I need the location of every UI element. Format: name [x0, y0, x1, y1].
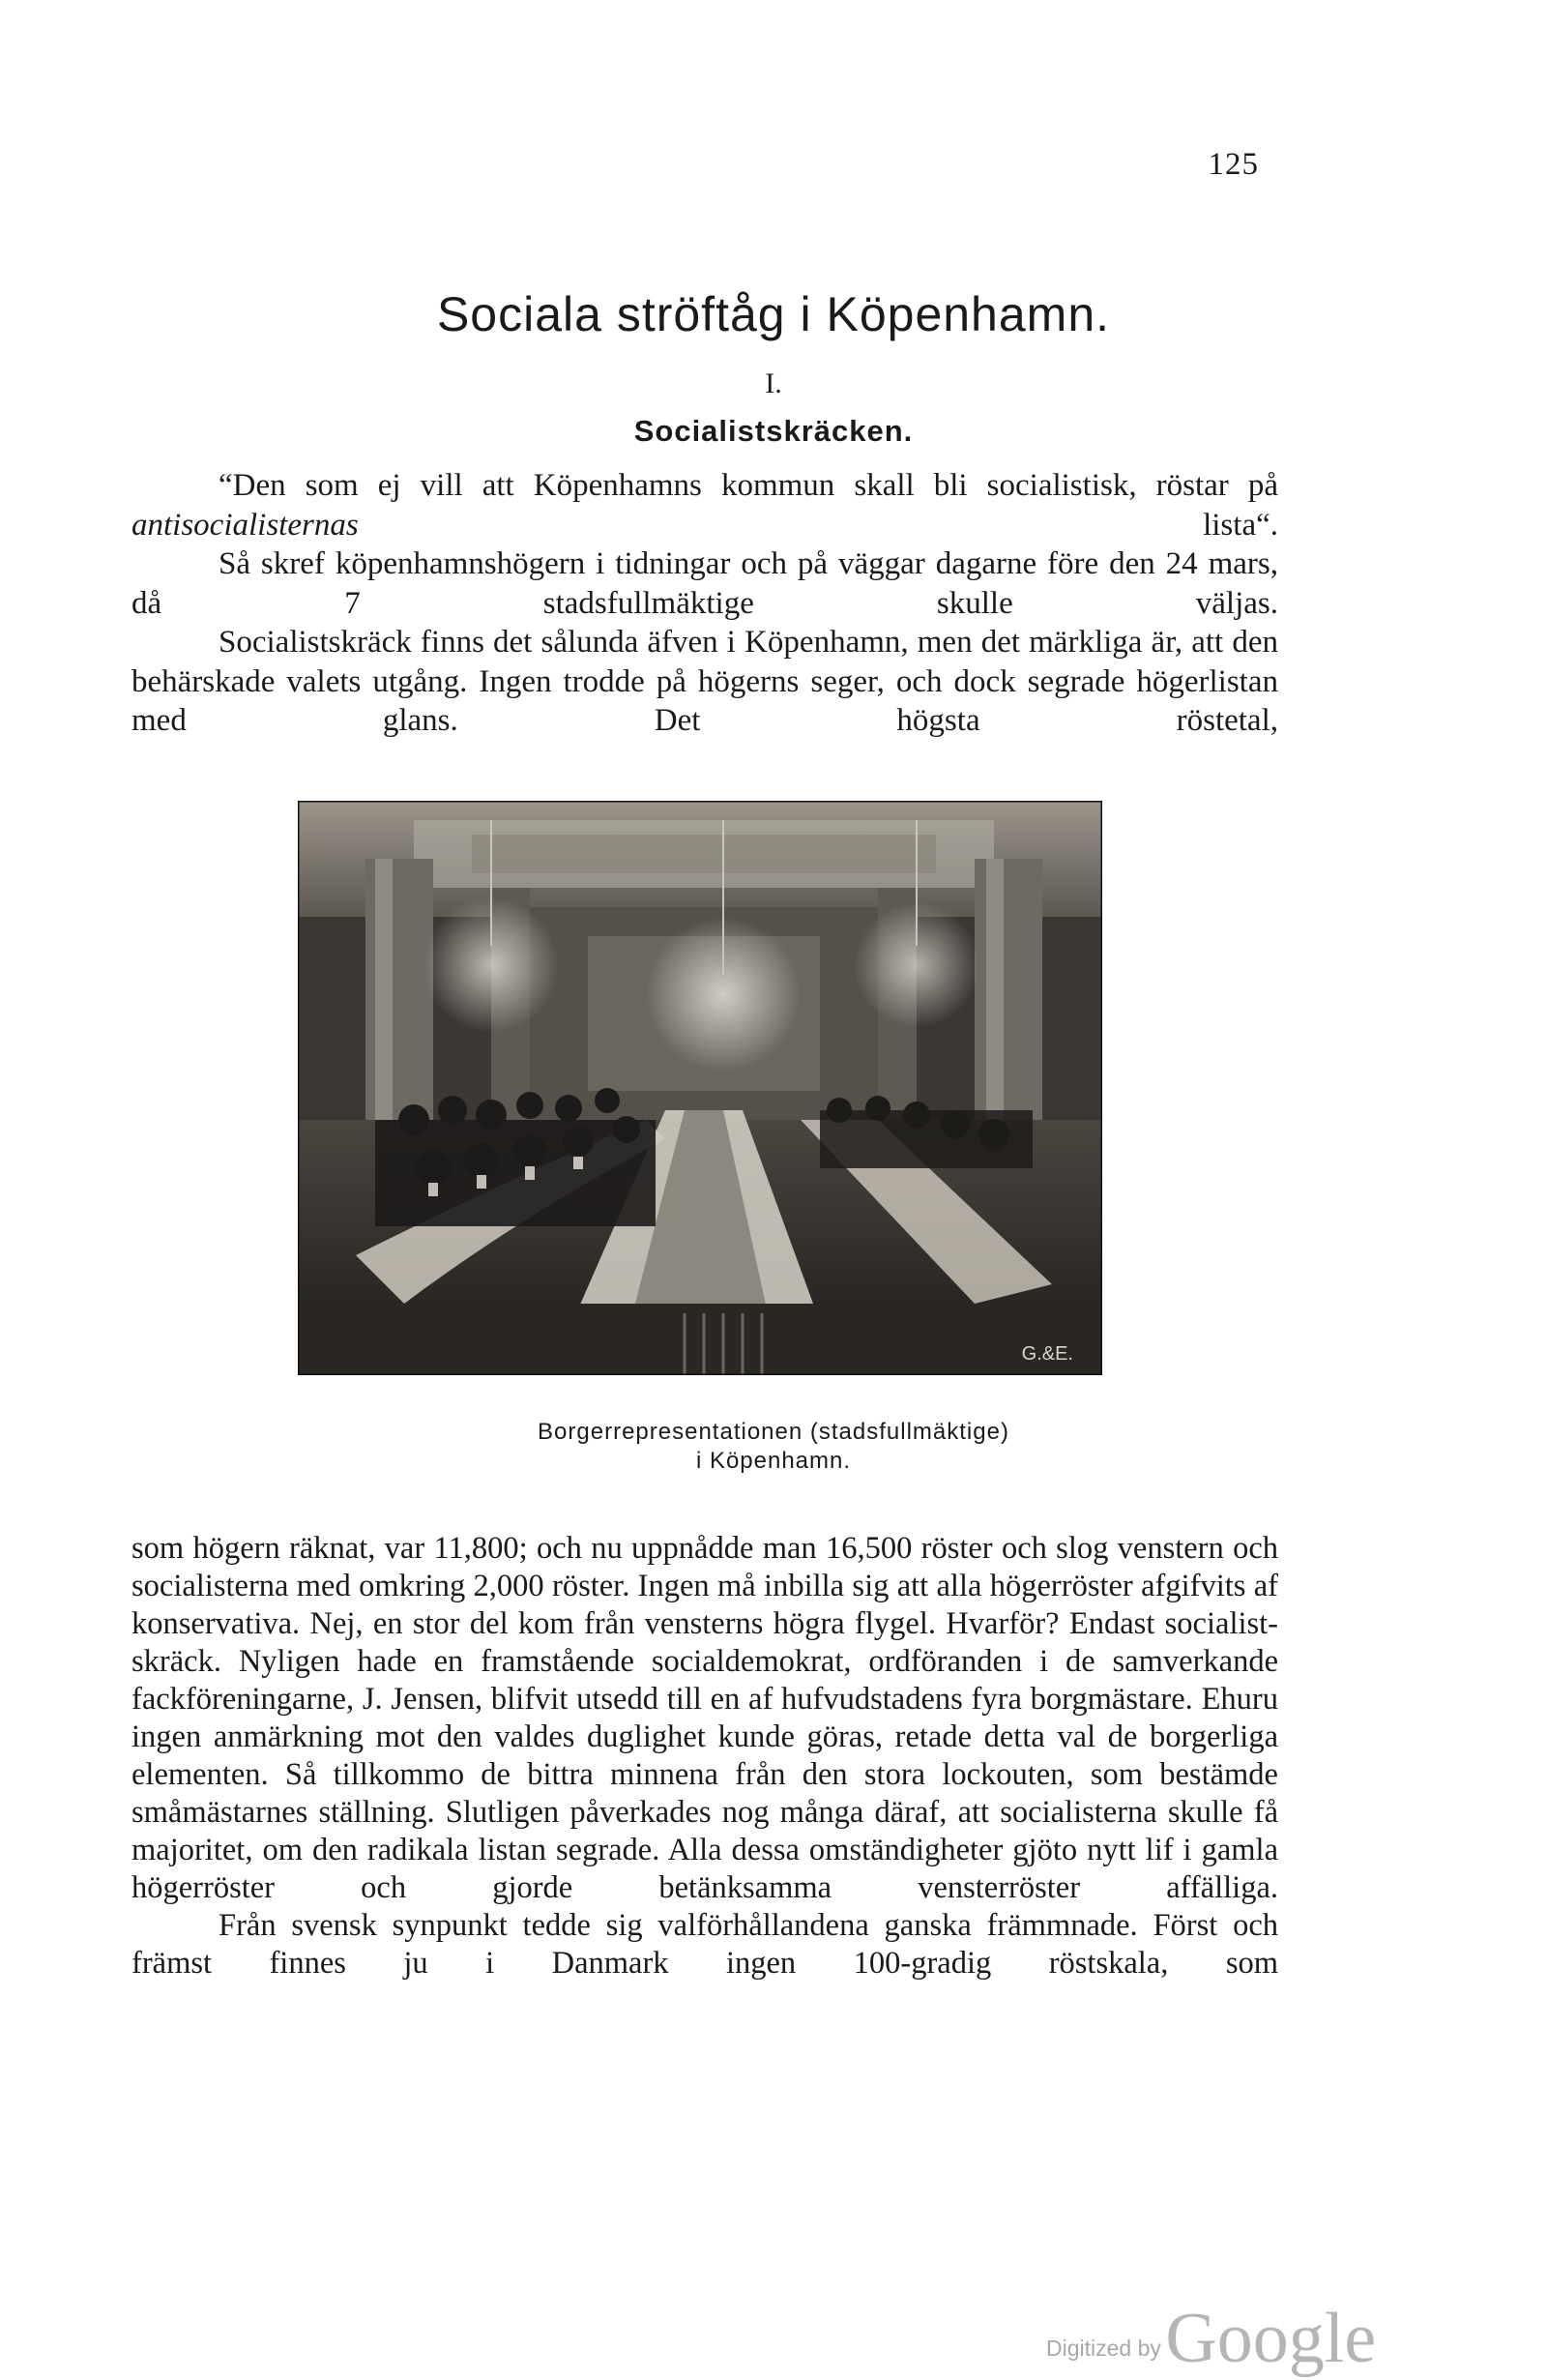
council-chamber-photo — [298, 801, 1102, 1375]
section-title: Socialistskräcken. — [633, 414, 914, 448]
caption-line-2: i Köpenhamn. — [695, 1448, 852, 1474]
paragraph-3: Socialistskräck finns det sålunda äfven i Köpenhamn, men det märkliga är, att den behärskade valets utgång. Ingen trodde på högerns seger, och dock segrade högerlistan med glans. Det högsta röstetal, — [131, 625, 1278, 738]
quote-text-end: lista“. — [358, 507, 1278, 543]
quote-text: “Den som ej vill att Köpenhamns kommun skall bli socialistisk, röstar på — [219, 468, 1278, 503]
quote-emphasis: antisocialisternas — [131, 507, 359, 543]
watermark-prefix: Digitized by — [1046, 2336, 1161, 2361]
article-title: Sociala ströftåg i Köpenhamn. — [436, 287, 1111, 341]
caption-line-1: Borgerrepresentationen (stadsfullmäktige) — [538, 1419, 1009, 1445]
body-text-bottom — [131, 1530, 1278, 1983]
section-number: I. — [765, 367, 782, 399]
paragraph-4: som högern räknat, var 11,800; och nu uppnådde man 16,500 röster och slog venstern och socialisterna med omkring 2,000 röster. Ingen må inbilla sig att alla högerröster afgifvits af konservativa. Nej, en stor del kom från vensterns högra flygel. Hvarför? Endast socialist-skräck. Nyligen hade en framstående socialdemokrat, ordföranden i de samverkande fackföreningarne, J. Jensen, blifvit utsedd till en af hufvudstadens fyra borgmästare. Ehuru ingen anmärkning mot den valdes duglighet kunde göras, retade detta val de borgerliga elementen. Så tillkommo de bittra minnena från den stora lockouten, som bestämde småmästarnes ställning. Slutligen påverkades nog många däraf, att socialisterna skulle få majoritet, om den radikala listan segrade. Alla dessa omständigheter gjöto nytt lif i gamla högerröster och gjorde betänksamma vensterröster affälliga. — [131, 1531, 1278, 1905]
paragraph-2: Så skref köpenhamnshögern i tidningar och på väggar dagarne före den 24 mars, då 7 stadsfullmäktige skulle väljas. — [131, 546, 1278, 621]
google-logo: Google — [1165, 2299, 1377, 2378]
paragraph-quote — [131, 466, 1278, 544]
photo-illustration — [298, 801, 1102, 1375]
body-text-top — [131, 466, 1278, 741]
digitized-watermark — [1046, 2298, 1376, 2380]
page-number: 125 — [1208, 147, 1259, 182]
photo-stamp: G.&E. — [1021, 1343, 1073, 1365]
paragraph-5: Från svensk synpunkt tedde sig valförhållandena ganska främmnade. Först och främst finnes ju i Danmark ingen 100-gradig röstskala, som — [131, 1908, 1278, 1981]
figure-caption — [0, 1418, 1547, 1476]
